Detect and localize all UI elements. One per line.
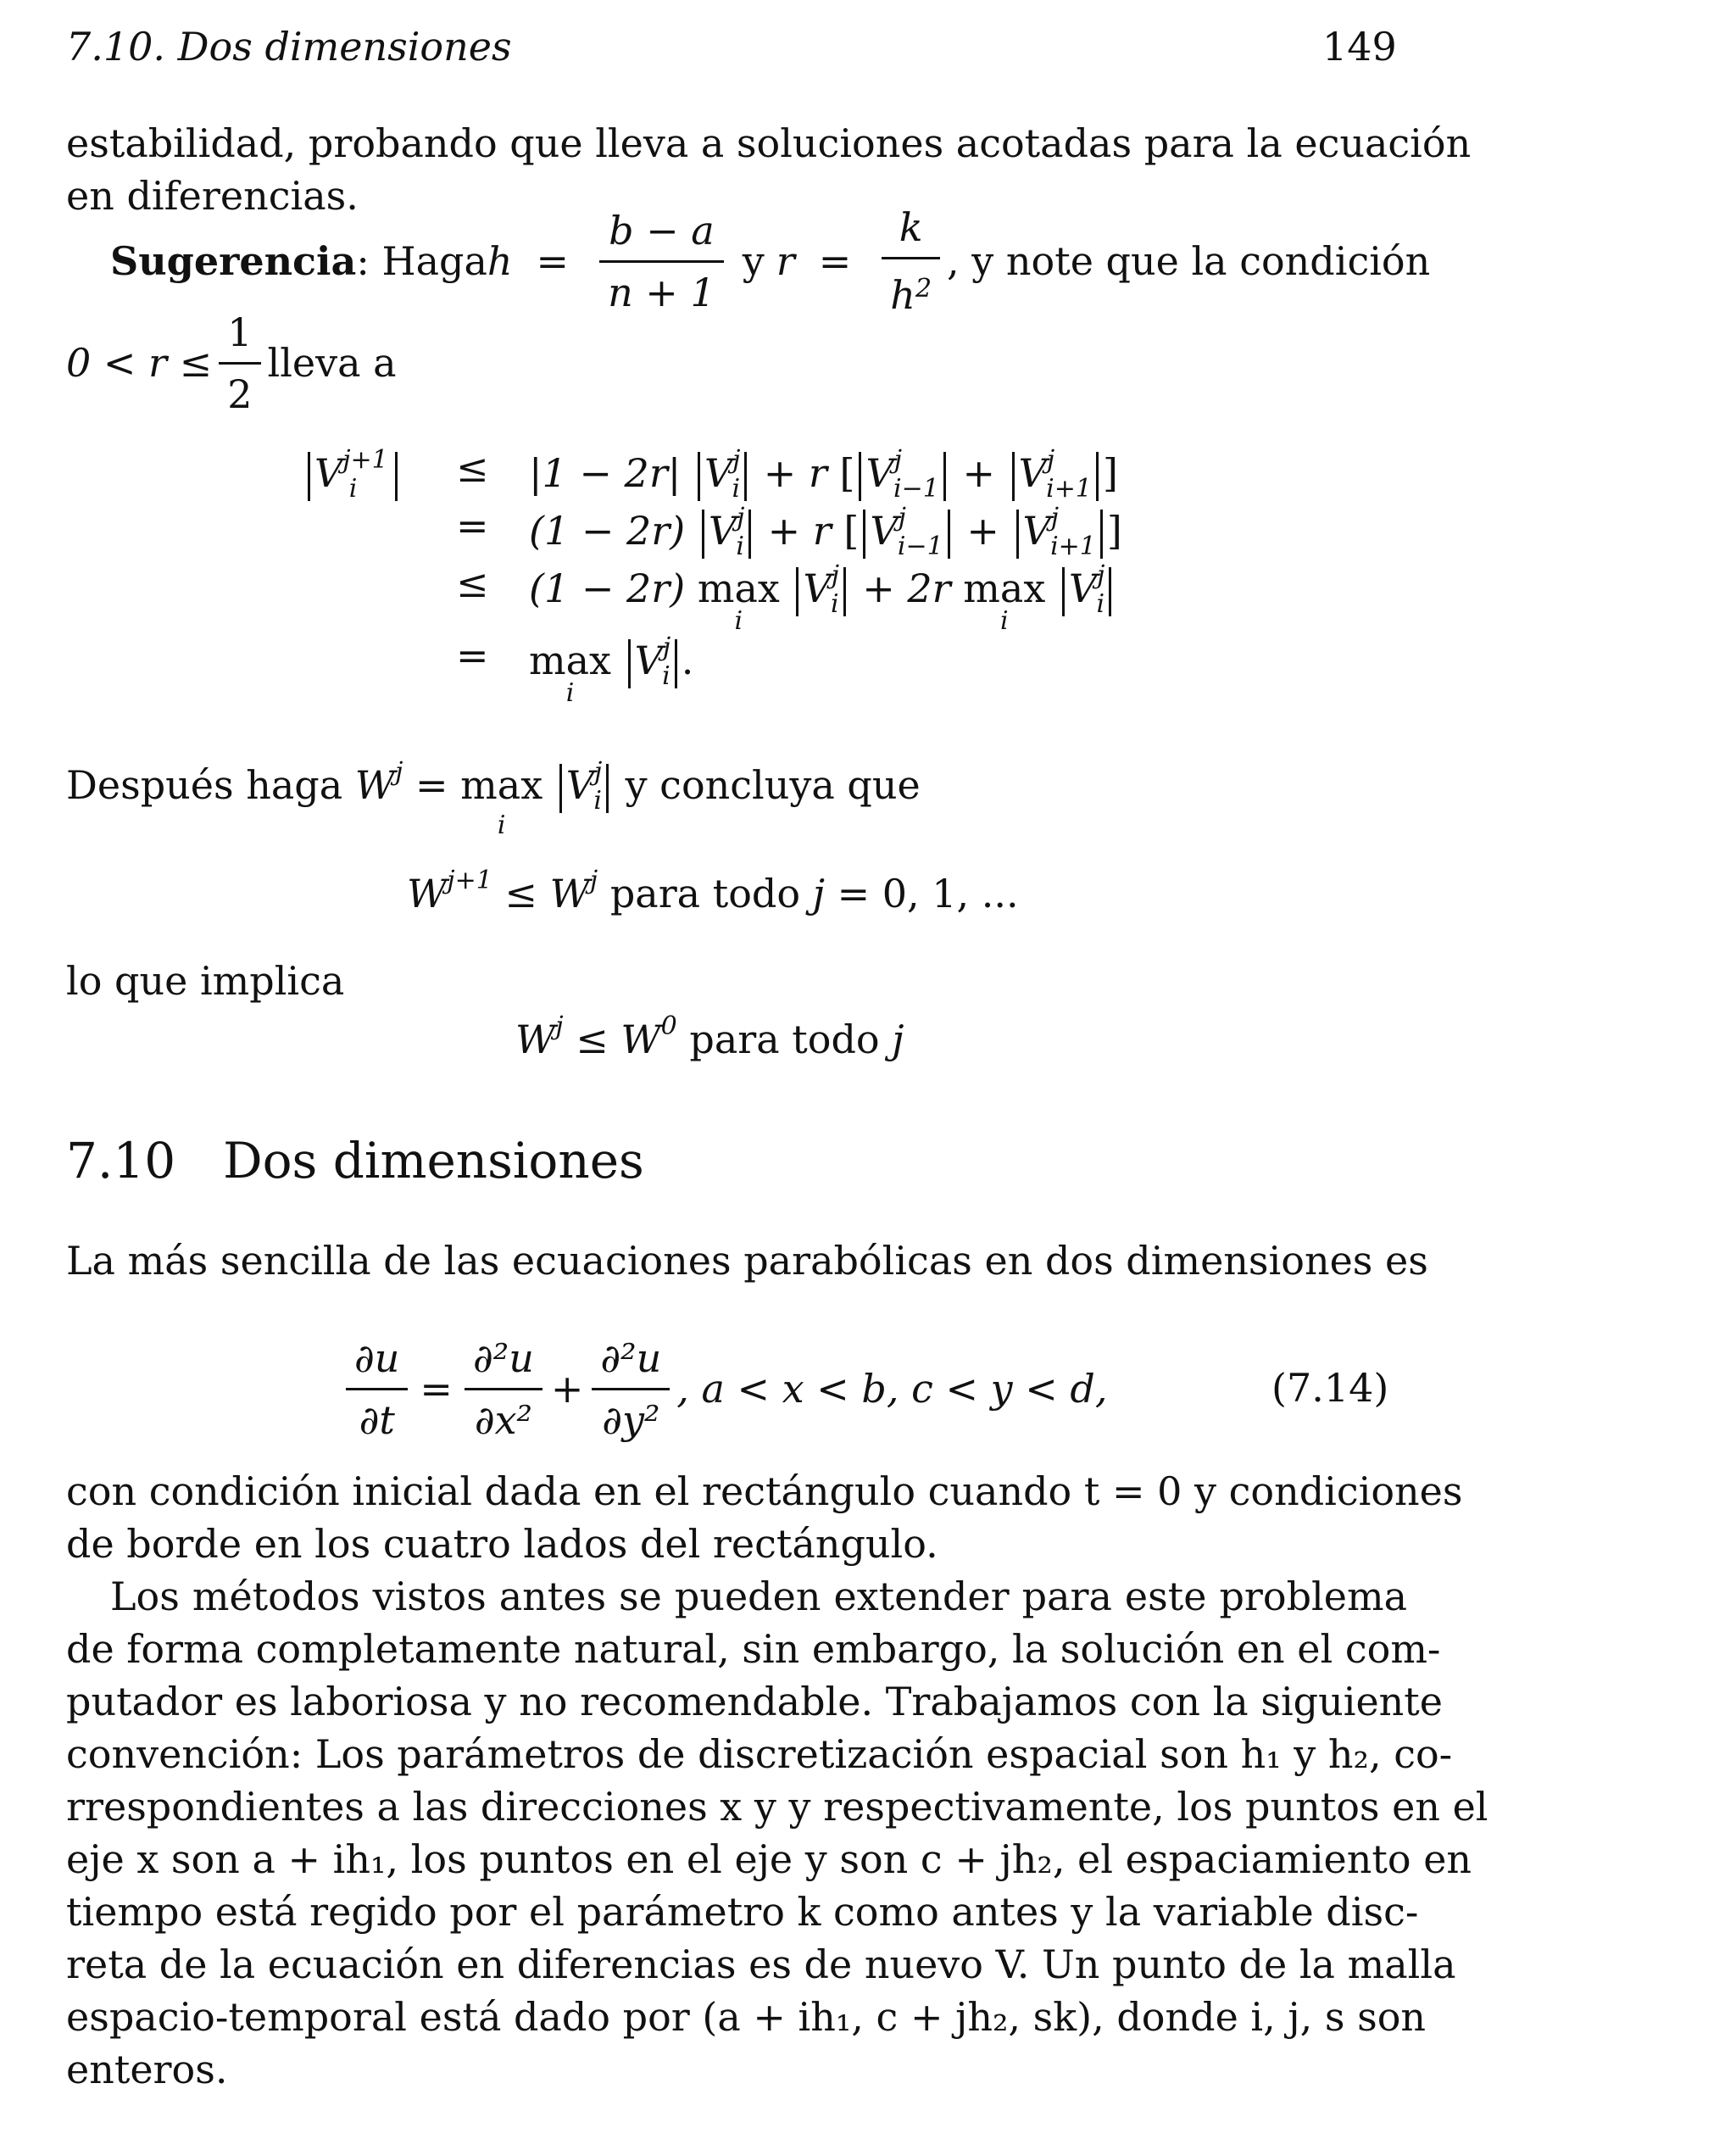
term: + r — [763, 450, 827, 496]
equation-label: (7.14) — [1271, 1365, 1389, 1411]
abs-bar — [675, 639, 677, 688]
paragraph-line: rrespondientes a las direcciones x y y respectivamente, los puntos en el — [66, 1784, 1488, 1830]
equation-7-14 — [339, 1321, 1108, 1457]
max-index: i — [497, 810, 506, 840]
text: para todo — [676, 1017, 893, 1062]
abs-bar — [943, 452, 946, 501]
sup: j — [555, 1011, 564, 1041]
sub: i — [736, 532, 744, 561]
term: (1 − 2r) — [529, 508, 686, 554]
equals-sign: = — [403, 762, 461, 808]
abs-bar — [1012, 452, 1015, 501]
abs-bar — [698, 452, 700, 501]
fraction-numerator: 1 — [219, 306, 260, 365]
hint-line — [110, 204, 1431, 318]
text: para todo — [598, 871, 813, 916]
max-label: max — [963, 565, 1046, 611]
sub: i — [732, 474, 741, 504]
fraction-numerator: ∂²u — [592, 1332, 670, 1390]
sup: j — [732, 445, 741, 475]
plus: + — [966, 508, 999, 554]
var-V: V — [1068, 565, 1098, 611]
relation-4: = — [456, 632, 489, 678]
abs-bar — [1109, 567, 1111, 616]
equals-sign: = — [818, 238, 852, 284]
max-index: i — [999, 606, 1009, 636]
max-operator — [460, 759, 543, 840]
fraction-numerator: b − a — [599, 204, 724, 263]
var-V: V — [565, 762, 595, 808]
sup: j+1 — [447, 866, 492, 895]
sub: i — [1096, 589, 1105, 619]
section-number: 7.10 — [66, 1132, 176, 1189]
bracket-open: [ — [839, 450, 855, 496]
var-W: W — [354, 762, 396, 808]
sup: j — [737, 503, 745, 532]
after-line — [66, 746, 921, 840]
paragraph-line: convención: Los parámetros de discretización espacial son h₁ y h₂, co- — [66, 1731, 1453, 1777]
derivation-row-3 — [529, 560, 1116, 636]
var-V: V — [865, 450, 894, 496]
hint-text: , y note que la condición — [947, 238, 1431, 284]
abs-bar — [948, 510, 950, 559]
term: + r — [767, 508, 832, 554]
section-title: Dos dimensiones — [223, 1132, 644, 1189]
sup: j — [662, 632, 671, 662]
fraction-denominator — [882, 259, 940, 321]
paragraph-line: en diferencias. — [66, 173, 359, 219]
var-V: V — [708, 508, 737, 554]
abs-bar — [1100, 510, 1103, 559]
plus: + — [550, 1366, 584, 1412]
fraction-denominator: ∂y² — [602, 1396, 660, 1443]
paragraph-line: con condición inicial dada en el rectángulo cuando t = 0 y condiciones — [66, 1468, 1463, 1514]
fraction-numerator: ∂²u — [465, 1332, 542, 1390]
abs-bar — [702, 510, 704, 559]
abs-bar — [628, 639, 631, 688]
paragraph-line: Los métodos vistos antes se pueden extender para este problema — [110, 1574, 1407, 1619]
var-V: V — [704, 450, 733, 496]
bracket-close: ] — [1103, 450, 1118, 496]
condition-line — [66, 309, 397, 417]
domain: , a < x < b, c < y < d, — [676, 1366, 1108, 1412]
var-r: r — [776, 238, 795, 284]
plus: + — [962, 450, 995, 496]
fraction-d2u-dx2 — [465, 1332, 542, 1446]
sup: j — [898, 503, 906, 532]
var-W: W — [407, 871, 448, 916]
relation-3: ≤ — [456, 560, 489, 606]
intro-line: La más sencilla de las ecuaciones parabólicas en dos dimensiones es — [66, 1238, 1428, 1284]
fraction-denominator: ∂t — [359, 1396, 395, 1443]
abs-bar — [863, 510, 865, 559]
display-inequality-2 — [515, 1000, 904, 1066]
sup: j — [1046, 445, 1055, 475]
sup: j — [1097, 560, 1105, 590]
paragraph-line: reta de la ecuación en diferencias es de nuevo V. Un punto de la malla — [66, 1941, 1456, 1987]
sub: i — [662, 661, 670, 691]
relation-1: ≤ — [456, 445, 489, 491]
derivation-lhs — [303, 445, 402, 504]
relation: ≤ — [563, 1017, 621, 1062]
section-heading — [66, 1129, 644, 1192]
equals-sign: = — [420, 1366, 453, 1412]
sup: j — [831, 560, 839, 590]
fraction-half — [219, 306, 260, 421]
sup: j — [589, 866, 598, 895]
paragraph-line: espacio-temporal está dado por (a + ih₁, c + jh₂, sk), donde i, j, s son — [66, 1994, 1427, 2040]
max-label: max — [697, 565, 780, 611]
sup: j — [1050, 503, 1060, 532]
var-W: W — [620, 1017, 661, 1062]
max-label: max — [529, 638, 611, 683]
fraction-d2u-dy2 — [592, 1332, 670, 1446]
term: + 2r — [862, 565, 951, 611]
var-V: V — [1022, 508, 1051, 554]
abs-bar — [843, 567, 846, 616]
relation-2: = — [456, 503, 489, 549]
sub: i−1 — [897, 532, 943, 561]
abs-bar — [1096, 452, 1099, 501]
var-h: h — [487, 238, 513, 284]
paragraph-line: estabilidad, probando que lleva a soluciones acotadas para la ecuación — [66, 120, 1472, 166]
page-number: 149 — [1322, 24, 1397, 70]
den-exp: 2 — [915, 274, 932, 304]
term: (1 − 2r) — [529, 565, 686, 611]
hint-label: Sugerencia — [110, 238, 357, 284]
hint-text: : Haga — [356, 238, 487, 284]
max-operator — [529, 638, 611, 708]
abs-bar — [559, 764, 562, 813]
sup: 0 — [660, 1011, 677, 1041]
fraction-numerator: ∂u — [346, 1332, 408, 1390]
sub: i+1 — [1050, 532, 1096, 561]
abs-bar — [859, 452, 861, 501]
paragraph-line: putador es laboriosa y no recomendable. Trabajamos con la siguiente — [66, 1679, 1444, 1724]
derivation-row-4 — [529, 632, 694, 708]
equals-sign: = — [536, 238, 570, 284]
var-V: V — [1018, 450, 1047, 496]
fraction-denominator: ∂x² — [474, 1396, 532, 1443]
text: Después haga — [66, 762, 355, 808]
fraction-r — [882, 201, 940, 321]
fraction-du-dt — [346, 1332, 408, 1446]
max-label: max — [460, 762, 543, 808]
var-j: j — [812, 871, 825, 916]
paragraph-line: eje x son a + ih₁, los puntos en el eje y son c + jh₂, el espaciamiento en — [66, 1836, 1472, 1882]
paragraph-line: tiempo está regido por el parámetro k como antes y la variable disc- — [66, 1889, 1419, 1935]
paragraph-line: de forma completamente natural, sin embargo, la solución en el com- — [66, 1626, 1441, 1672]
abs-bar — [748, 510, 751, 559]
max-operator — [697, 565, 780, 636]
implies-text: lo que implica — [66, 958, 345, 1004]
sup: j — [893, 445, 902, 475]
condition-rhs: lleva a — [267, 340, 397, 386]
max-index: i — [734, 606, 743, 636]
condition-lhs: 0 < r ≤ — [66, 340, 213, 386]
text: y concluya que — [612, 762, 921, 808]
bracket-close: ] — [1106, 508, 1122, 554]
var-V: V — [634, 638, 663, 683]
period: . — [681, 638, 694, 683]
sup: j — [395, 757, 403, 787]
var-V: V — [870, 508, 899, 554]
fraction-numerator: k — [882, 201, 940, 259]
derivation-row-2 — [529, 503, 1122, 561]
sup: j — [594, 757, 603, 787]
derivation-row-1 — [529, 445, 1118, 504]
sub: i+1 — [1046, 474, 1092, 504]
fraction-h — [599, 204, 724, 319]
var-V: V — [314, 450, 343, 496]
sub: i — [348, 474, 358, 504]
fraction-denominator: 2 — [227, 370, 253, 417]
sub: i — [831, 589, 839, 619]
max-operator — [963, 565, 1046, 636]
sub: i — [593, 786, 602, 816]
fraction-denominator: n + 1 — [608, 269, 715, 315]
running-header-title: 7.10. Dos dimensiones — [66, 24, 512, 70]
abs-bar — [796, 567, 798, 616]
paragraph-line: enteros. — [66, 2047, 228, 2092]
abs-bar — [1062, 567, 1065, 616]
abs-bar — [744, 452, 747, 501]
var-j: j — [892, 1017, 904, 1062]
abs-bar — [395, 452, 398, 501]
abs-bar — [308, 452, 310, 501]
paragraph-line: de borde en los cuatro lados del rectángulo. — [66, 1521, 938, 1567]
max-index: i — [565, 678, 575, 708]
den-var: h — [890, 272, 915, 318]
term: |1 − 2r| — [529, 450, 682, 496]
conjunction: y — [742, 238, 765, 284]
display-inequality-1 — [407, 855, 1019, 920]
sub: i−1 — [893, 474, 939, 504]
abs-bar — [606, 764, 609, 813]
relation: ≤ — [492, 871, 550, 916]
values: = 0, 1, ... — [824, 871, 1019, 916]
abs-bar — [1016, 510, 1019, 559]
var-V: V — [803, 565, 832, 611]
var-W: W — [515, 1017, 556, 1062]
var-W: W — [549, 871, 590, 916]
sup: j+1 — [342, 445, 388, 475]
bracket-open: [ — [843, 508, 860, 554]
